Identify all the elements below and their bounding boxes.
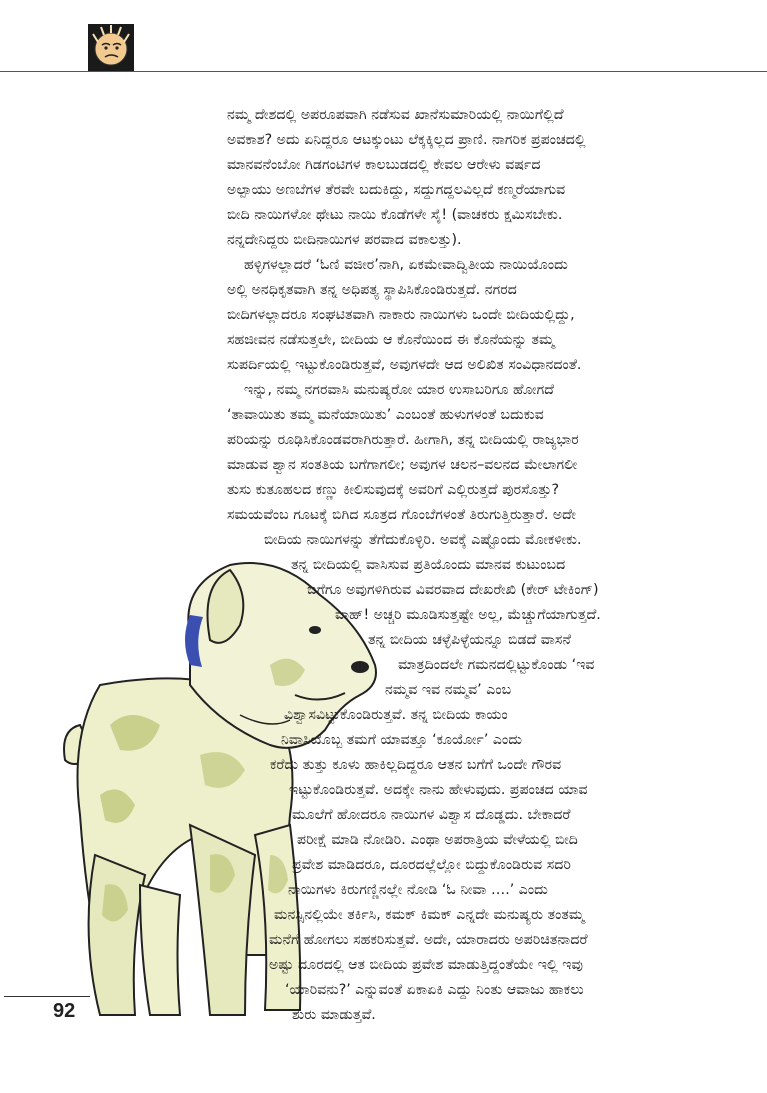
footer-rule: [4, 996, 90, 997]
body-line: ಮಾಡುವ ಶ್ವಾನ ಸಂತತಿಯ ಬಗೆಗಾಗಲೀ; ಅವುಗಳ ಚಲನ–ವಲನದ ಮೇಲಾಗಲೀ: [227, 457, 578, 473]
body-line: ನಮ್ಮವ ಇವ ನಮ್ಮವ’ ಎಂಬ: [385, 682, 512, 698]
body-line: ಮಾತ್ರದಿಂದಲೇ ಗಮನದಲ್ಲಿಟ್ಟುಕೊಂಡು ‘ಇವ: [398, 657, 595, 673]
body-line: ನನ್ನದೇನಿದ್ದರು ಬೀದಿನಾಯಿಗಳ ಪರವಾದ ವಕಾಲತ್ತು).: [227, 232, 462, 248]
body-line: ಅಲ್ಪಾಯು ಅಣಬೆಗಳ ತೆರವೇ ಬದುಕಿದ್ದು, ಸದ್ದುಗದ್ದಲವಿಲ್ಲದೆ ಕಣ್ಮರೆಯಾಗುವ: [227, 182, 566, 198]
body-line: ಪ್ರವೇಶ ಮಾಡಿದರೂ, ದೂರದಲ್ಲೆಲ್ಲೋ ಬಿದ್ದುಕೊಂಡಿರುವ ಸದರಿ: [292, 857, 571, 873]
body-line: ಪರಿಯನ್ನು ರೂಢಿಸಿಕೊಂಡವರಾಗಿರುತ್ತಾರೆ. ಹೀಗಾಗಿ, ತನ್ನ ಬೀದಿಯಲ್ಲಿ ರಾಜ್ಯಭಾರ: [227, 432, 579, 448]
body-line: ಇಟ್ಟುಕೊಂಡಿರುತ್ತವೆ. ಅದಕ್ಕೇ ನಾನು ಹೇಳುವುದು. ಪ್ರಪಂಚದ ಯಾವ: [289, 782, 588, 798]
body-line: ನಿವಾಸಿಯೊಬ್ಬ ತಮಗೆ ಯಾವತ್ತೂ ‘ಕೂರ್ಯೋ’ ಎಂದು: [281, 732, 522, 748]
body-line: ಇನ್ನು, ನಮ್ಮ ನಗರವಾಸಿ ಮನುಷ್ಯರೋ ಯಾರ ಉಸಾಬರಿಗೂ ಹೋಗದೆ: [244, 382, 554, 398]
body-line: ಕರೆದು ತುತ್ತು ಕೂಳು ಹಾಕಿಲ್ಲದಿದ್ದರೂ ಆತನ ಬಗೆಗೆ ಒಂದೇ ಗೌರವ: [270, 757, 562, 773]
body-line: ನಾಯಿಗಳು ಕಿರುಗಣ್ಣಿನಲ್ಲೇ ನೋಡಿ ‘ಓ ನೀವಾ ….’ ಎಂದು: [288, 882, 548, 898]
body-line: ಪರೀಕ್ಷೆ ಮಾಡಿ ನೋಡಿರಿ. ಎಂಥಾ ಅಪರಾತ್ರಿಯ ವೇಳೆಯಲ್ಲಿ ಬೀದಿ: [297, 832, 578, 848]
body-line: ನಮ್ಮ ದೇಶದಲ್ಲಿ ಅಪರೂಪವಾಗಿ ನಡೆಸುವ ಖಾನೆಸುಮಾರಿಯಲ್ಲಿ ನಾಯಿಗೆಲ್ಲಿದೆ: [227, 107, 564, 123]
body-line: ಸಮಯವೆಂಬ ಗೂಟಕ್ಕೆ ಬಿಗಿದ ಸೂತ್ರದ ಗೊಂಬೆಗಳಂತೆ ತಿರುಗುತ್ತಿರುತ್ತಾರೆ. ಅದೇ: [227, 507, 577, 523]
body-line: ಸಹಜೀವನ ನಡೆಸುತ್ತಲೇ, ಬೀದಿಯ ಆ ಕೊನೆಯಿಂದ ಈ ಕೊನೆಯನ್ನು ತಮ್ಮ: [227, 332, 555, 348]
body-line: ಬೀದಿಯ ನಾಯಿಗಳನ್ನು ತೆಗೆದುಕೊಳ್ಳಿರಿ. ಅವಕ್ಕೆ ಎಷ್ಟೊಂದು ಮೋಕಳೀಕು.: [264, 532, 582, 548]
body-line: ತುಸು ಕುತೂಹಲದ ಕಣ್ಣು ಕೀಲಿಸುವುದಕ್ಕೆ ಅವರಿಗೆ ಎಲ್ಲಿರುತ್ತದೆ ಪುರಸೊತ್ತು?: [227, 482, 560, 498]
body-line: ಅಲ್ಲಿ ಅನಧಿಕೃತವಾಗಿ ತನ್ನ ಅಧಿಪತ್ಯ ಸ್ಥಾಪಿಸಿಕೊಂಡಿರುತ್ತದೆ. ನಗರದ: [227, 282, 517, 298]
body-line: ಅವಕಾಶ? ಅದು ಏನಿದ್ದರೂ ಆಟಕ್ಕುಂಟು ಲೆಕ್ಕಕ್ಕಿಲ್ಲದ ಪ್ರಾಣಿ. ನಾಗರಿಕ ಪ್ರಪಂಚದಲ್ಲಿ: [227, 132, 586, 148]
body-line: ಮಾನವನೆಂಬೋ ಗಿಡಗಂಟಿಗಳ ಕಾಲಬುಡದಲ್ಲಿ ಕೇವಲ ಆರೇಳು ವರ್ಷದ: [227, 157, 541, 173]
body-line: ಬೀದಿಗಳಲ್ಲಾದರೂ ಸಂಘಟಿತವಾಗಿ ನಾಕಾರು ನಾಯಿಗಳು ಒಂದೇ ಬೀದಿಯಲ್ಲಿದ್ದು,: [227, 307, 575, 323]
body-line: ಹಳ್ಳಿಗಳಲ್ಲಾದರೆ ‘ಓಣಿ ವಜೀರ’ನಾಗಿ, ಏಕಮೇವಾದ್ವಿತೀಯ ನಾಯಿಯೊಂದು: [244, 257, 568, 273]
body-line: ವಿಶ್ವಾಸವಿಟ್ಟುಕೊಂಡಿರುತ್ತವೆ. ತನ್ನ ಬೀದಿಯ ಕಾಯಂ: [284, 707, 508, 723]
body-line: ಶುರು ಮಾಡುತ್ತವೆ.: [292, 1007, 376, 1023]
body-line: ಮೂಲೆಗೆ ಹೋದರೂ ನಾಯಿಗಳ ವಿಶ್ವಾಸ ದೊಡ್ಡದು. ಬೇಕಾದರೆ: [292, 807, 571, 823]
body-line: ಮನೆಗೆ ಹೋಗಲು ಸಹಕರಿಸುತ್ತವೆ. ಅದೇ, ಯಾರಾದರು ಅಪರಿಚಿತನಾದರೆ: [269, 932, 588, 948]
body-line: ಬೀದಿ ನಾಯಿಗಳೋ ಥೇಟು ನಾಯಿ ಕೊಡೆಗಳೇ ಸೈ! (ವಾಚಕರು ಕ್ಷಮಿಸಬೇಕು.: [227, 207, 563, 223]
body-line: ‘ತಾವಾಯಿತು ತಮ್ಮ ಮನೆಯಾಯಿತು’ ಎಂಬಂತೆ ಹುಳುಗಳಂತೆ ಬದುಕುವ: [227, 407, 544, 423]
body-line: ತನ್ನ ಬೀದಿಯಲ್ಲಿ ವಾಸಿಸುವ ಪ್ರತಿಯೊಂದು ಮಾನವ ಕುಟುಂಬದ: [291, 557, 566, 573]
body-line: ಬಗೆಗೂ ಅವುಗಳಿಗಿರುವ ವಿವರವಾದ ದೇಖರೇಖಿ (ಕೇರ್ ಟೇಕಿಂಗ್): [307, 582, 599, 598]
body-line: ಅಷ್ಟು ದೂರದಲ್ಲಿ ಆತ ಬೀದಿಯ ಪ್ರವೇಶ ಮಾಡುತ್ತಿದ್ದಂತೆಯೇ ಇಲ್ಲಿ ಇವು: [269, 957, 584, 973]
body-line: ಸುಪರ್ದಿಯಲ್ಲಿ ಇಟ್ಟುಕೊಂಡಿರುತ್ತವೆ, ಅವುಗಳದೇ ಆದ ಅಲಿಖಿತ ಸಂವಿಧಾನದಂತೆ.: [227, 357, 582, 373]
body-line: ಮನಸ್ಸಿನಲ್ಲಿಯೇ ತರ್ಕಿಸಿ, ಕಮಕ್ ಕಿಮಕ್ ಎನ್ನದೇ ಮನುಷ್ಯರು ತಂತಮ್ಮ: [274, 907, 585, 923]
body-line: ತನ್ನ ಬೀದಿಯ ಚಳ್ಳೆಪಿಳ್ಳೆಯನ್ನೂ ಬಿಡದೆ ವಾಸನೆ: [368, 632, 571, 648]
body-line: ‘ಯಾರಿವನು?’ ಎನ್ನುವಂತೆ ಏಕಾಏಕಿ ಎದ್ದು ನಿಂತು ಆವಾಜು ಹಾಕಲು: [285, 982, 584, 998]
page-number: 92: [53, 1000, 76, 1022]
body-line: ವಾಹ್! ಅಚ್ಚರಿ ಮೂಡಿಸುತ್ತಷ್ಟೇ ಅಲ್ಲ, ಮೆಚ್ಚುಗೆಯಾಗುತ್ತದೆ.: [335, 607, 601, 623]
